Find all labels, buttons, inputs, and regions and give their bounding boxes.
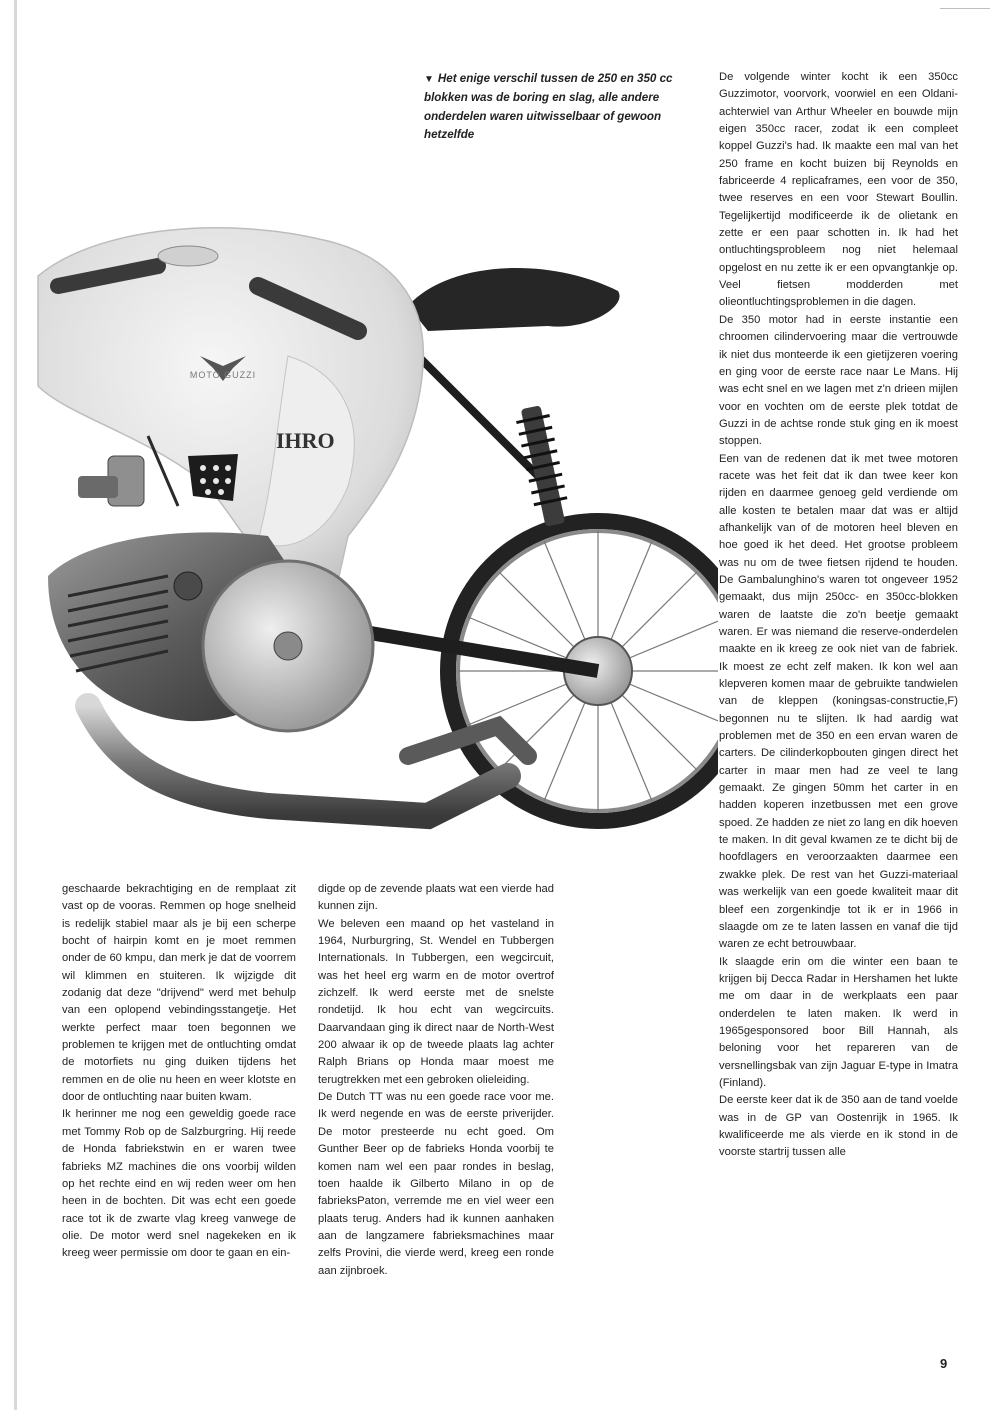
caption-triangle-icon: ▼ [424, 74, 434, 85]
paragraph: digde op de zevende plaats wat een vierde had kunnen zijn. [318, 883, 554, 913]
seat [408, 268, 620, 331]
paragraph: De 350 motor had in eerste instantie een chroomen cilindervoering maar die vertrouwde ik niet dus monteerde ik een gietijzeren voering en ging voor de eerste race naar Le Mans. Hij was echt snel en we lagen met z'n drieen mijlen voor en vochten om de eerste plek totdat de Guzzi in de achtse ronde stuk ging en ik moest stoppen. [719, 313, 958, 448]
perforated-plate [188, 454, 238, 501]
paragraph: Een van de redenen dat ik met twee motoren racete was het feit dat ik dan twee keer kon rijden en daarmee genoeg geld verdiende om alle kosten te betalen maar dat was er altijd afhankelijk van of de motoren heel bleven en hoe goed ik het deed. Het grootse probleem was nu om de twee fietsen rijdend te houden. De Gambalunghino's waren tot ongeveer 1952 gemaakt, dus mijn 250cc- en 350cc-blokken waren de laatste die zo'n beetje gemaakt waren. Er was niemand die reserve-onderdelen maakte en ik kreeg ze ook niet van de fabriek. Ik moest ze echt zelf maken. Ik kon wel aan klepveren komen maar de gebruikte tandwielen van de kleppen (koningsas-constructie,F) begonnen nu te slijten. Ik had aardig wat problemen met de 350 en een ervan waren de carters. De cilinderkopbouten gingen direct het carter in maar men had ze veel te lang gemaakt. Ze gingen 50mm het carter in en hadden koperen inzetbussen met een grove spoed. Ze hadden ze niet zo lang en dik hoeven te maken. In dit geval kwamen ze te dicht bij de hoofdlagers en veroorzaakten daarmee een zwakke plek. De rest van het Guzzi-materiaal was werkelijk van een goede kwaliteit maar dit bleef een zorgenkindje tot ik er in 1966 in slaagde om ze te laten lassen en vanaf die tijd waren ze echt betrouwbaar. [719, 452, 958, 951]
text-column-left [62, 881, 296, 1263]
tank-brand-text: MOTO GUZZI [189, 370, 257, 380]
photo-caption [424, 70, 702, 144]
page-number: 9 [940, 1356, 948, 1371]
paragraph: De volgende winter kocht ik een 350cc Guzzimotor, voorvork, voorwiel en een Oldani-achterwiel van Arthur Wheeler en bouwde mijn eigen 350cc racer, zodat ik een compleet koppel Guzzi's had. Ik maakte een mal van het 250 frame en kocht buizen bij Reynolds en fabriceerde 4 replicaframes, een voor de 350, twee reserves en een voor Stewart Boullin. Tegelijkertijd modificeerde ik de olietank en zette er een paar schotten in. Ik had het ontluchtingsprobleem nog niet helemaal opgelost en nu zette ik er een opvangtankje op. Veel fietsen modderden met olieontluchtingsproblemen in die dagen. [719, 71, 958, 309]
top-corner-rule [940, 8, 990, 9]
motorcycle-photo [28, 156, 718, 876]
text-column-middle [318, 881, 554, 1280]
paragraph: De eerste keer dat ik de 350 aan de tand voelde was in de GP van Oostenrijk in 1965. Ik kwalificeerde me als vierde en ik stond in de voorste startrij tussen alle [719, 1094, 958, 1159]
text-column-right [719, 69, 958, 1162]
paragraph: geschaarde bekrachtiging en de remplaat zit vast op de vooras. Remmen op hoge snelheid is redelijk stabiel maar als je bij een scherpe bocht of hairpin komt en je moet remmen onder de 60 kmpu, dan merk je dat de voorrem wil klimmen en stuiteren. Ik wijzigde dit zodanig dat deze "drijvend" werd met behulp van een oplopend vebindingsstangetje. Het werkte perfect maar toen begonnen we problemen te krijgen met de ontluchting omdat de motorfiets nu ging duiken tijdens het remmen en de olie nu heen en weer klotste en door de ontluchting naar buiten kwam. [62, 883, 296, 1104]
paragraph: We beleven een maand op het vasteland in 1964, Nurburgring, St. Wendel en Tubbergen Internationals. In Tubbergen, een wegcircuit, was het heel erg warm en de motor overtrof zichzelf. Ik werd eerste met de snelste rondetijd. Ik hou echt van wegcircuits. Daarvandaan ging ik direct naar de North-West 200 alwaar ik op de tweede plaats lag achter Ralph Brians op Honda maar moest me terugtrekken met een gebroken olieleiding. [318, 917, 554, 1086]
paragraph: Ik herinner me nog een geweldig goede race met Tommy Rob op de Salzburgring. Hij reede de Honda fabriekstwin en er waren twee fabrieks MZ machines die ons voorbij wilden op het rechte eind en wij reden weer om hen heen in de bochten. Dit was echt een goede race tot ik de zwarte vlag kreeg vanwege de olie. De motor werd snel nagekeken en ik kreeg weer permissie om door te gaan en ein- [62, 1108, 296, 1260]
paragraph: Ik slaagde erin om die winter een baan te krijgen bij Decca Radar in Hershamen het lukte me om daar in de werkplaats een paar onderdelen te laten maken. Ik werd in 1965gesponsored boor Bill Hannah, als beloning voor het repareren van de versnellingsbak van zijn Jaguar E-type in Imatra (Finland). [719, 955, 958, 1089]
paragraph: De Dutch TT was nu een goede race voor me. Ik werd negende en was de eerste priverijder. De motor presteerde nu echt goed. Om Gunther Beer op de fabrieks Honda voorbij te komen nam wel een paar rondes in beslag, toen haalde ik Gilberto Milano in op de fabrieksPaton, verremde me en viel weer een plaats terug. Anders had ik kunnen aanhaken aan de langzamere fabrieksmachines maar zelfs Provini, die vierde werd, kreeg een ronde aan zijnbroek. [318, 1091, 554, 1277]
fairing-sticker-text: IHRO [276, 428, 335, 453]
page-edge-rule [14, 0, 17, 1410]
caption-text: Het enige verschil tussen de 250 en 350 cc blokken was de boring en slag, alle andere onderdelen waren uitwisselbaar of gewoon hetzelfde [424, 72, 673, 141]
